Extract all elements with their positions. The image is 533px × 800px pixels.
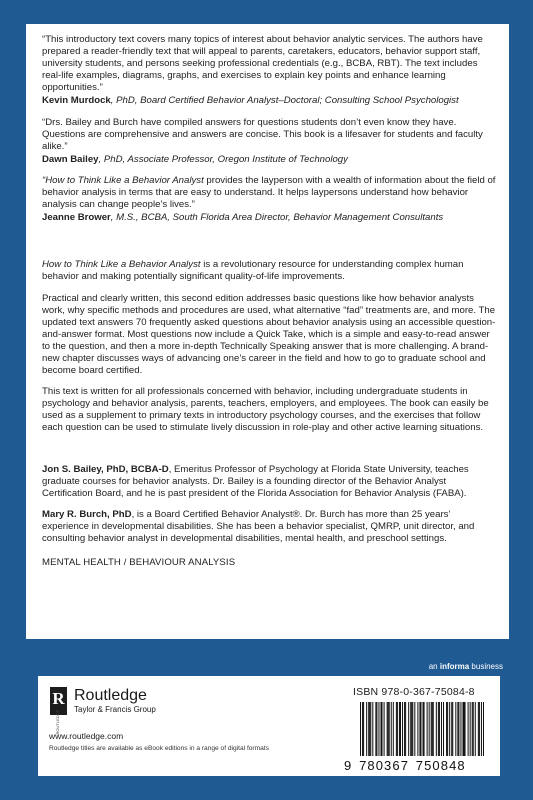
author-bio-2 xyxy=(42,509,496,545)
publisher-panel xyxy=(38,676,500,776)
content-text xyxy=(42,34,496,569)
endorser-line xyxy=(42,154,496,166)
book-title: How to Think Like a Behavior Analyst xyxy=(42,259,201,271)
isbn-text: ISBN 978-0-367-75084-8 xyxy=(353,686,475,698)
routledge-logo-wordmark: ROUTLEDGE xyxy=(55,709,60,735)
routledge-logo-icon: R xyxy=(50,687,67,715)
endorser-name: Dawn Bailey xyxy=(42,153,99,165)
quote-text: provides the layperson with a wealth of information about the field of behavior analysis in terms that are easy to understand. It helps laypersons understand how behavior analysis can change people’s lives.” xyxy=(42,174,496,211)
endorser-line xyxy=(42,212,496,224)
endorser-credentials: , PhD, Associate Professor, Oregon Institute of Technology xyxy=(98,153,348,165)
endorser-credentials: , M.S., BCBA, South Florida Area Director, Behavior Management Consultants xyxy=(110,212,444,224)
description-paragraph-1 xyxy=(42,259,496,283)
barcode-icon xyxy=(360,702,484,756)
description-text: is a revolutionary resource for understanding complex human behavior and making potentially significant quality-of-life improvements. xyxy=(42,259,464,283)
endorsement-2 xyxy=(42,117,496,166)
author-bio-text: , Emeritus Professor of Psychology at Florida State University, teaches graduate courses for behavior analysts. Dr. Bailey is a founding director of the Behavior Analyst Certification Board, and he is past president of the Florida Association for Behavior Analysis (FABA). xyxy=(42,463,469,499)
author-bio-1 xyxy=(42,464,496,500)
informa-brand: informa xyxy=(439,662,470,671)
publisher-name: Routledge xyxy=(74,687,147,704)
endorser-name: Jeanne Brower xyxy=(42,212,111,224)
informa-tagline: an informa business xyxy=(428,662,503,671)
publisher-url[interactable]: www.routledge.com xyxy=(49,731,124,741)
content-panel xyxy=(26,24,509,639)
endorser-name: Kevin Murdock xyxy=(42,95,111,107)
endorsement-quote: “This introductory text covers many topics of interest about behavior analytic services. The authors have prepared a reader-friendly text that will appeal to parents, caretakers, educators, behavior support staff, university students, and persons seeking professional credentials (e.g., BCBA, RBT). The text includes real-life examples, diagrams, graphs, and exercises to explain key points and enhance learning opportunities.” xyxy=(42,34,483,94)
author-bio-text: , is a Board Certified Behavior Analyst®. Dr. Burch has more than 25 years’ experience in developmental disabilities. She has been a behavior specialist, QMRP, unit director, and consulting behavior analyst in developmental disabilities, mental health, and preschool settings. xyxy=(42,508,475,544)
description-paragraph-2: Practical and clearly written, this second edition addresses basic questions like how behavior analysts work, why specific methods and procedures are used, what alternative “fad” treatments are, and more. The updated text answers 70 frequently asked questions about behavior analysis using an accessible question-and-answer format. Most questions now include a Quick Take, which is a simple and easy-to-read answer to the question, and then a more in-depth Technically Speaking answer that is more challenging. A brand-new chapter discusses ways of advancing one’s career in the field and how to go to graduate school and become board certified. xyxy=(42,292,496,377)
author-name: Mary R. Burch, PhD xyxy=(42,508,132,520)
subject-category: MENTAL HEALTH / BEHAVIOUR ANALYSIS xyxy=(42,557,236,569)
barcode-digits: 9 780367 750848 xyxy=(344,758,466,773)
quote-book-title: “How to Think Like a Behavior Analyst xyxy=(42,174,204,186)
publisher-group: Taylor & Francis Group xyxy=(74,705,156,714)
endorser-line xyxy=(42,95,496,107)
endorsement-1 xyxy=(42,34,496,108)
ebook-note: Routledge titles are available as eBook editions in a range of digital formats xyxy=(49,745,269,752)
author-name: Jon S. Bailey, PhD, BCBA-D xyxy=(42,463,169,475)
endorser-credentials: , PhD, Board Certified Behavior Analyst–Doctoral; Consulting School Psychologist xyxy=(110,95,459,107)
endorsement-quote xyxy=(42,175,496,211)
endorsement-3 xyxy=(42,175,496,224)
description-paragraph-3: This text is written for all professionals concerned with behavior, including undergraduate students in psychology and behavior analysis, parents, teachers, employers, and employees. The book can easily be used as a supplement to primary texts in introductory psychology courses, and the exercises that follow each question can be used to stimulate lively discussion in role-play and other active learning situations. xyxy=(42,386,489,434)
endorsement-quote: “Drs. Bailey and Burch have compiled answers for questions students don’t even know they have. Questions are comprehensive and answers are concise. This book is a lifesaver for students and faculty alike.” xyxy=(42,116,483,152)
